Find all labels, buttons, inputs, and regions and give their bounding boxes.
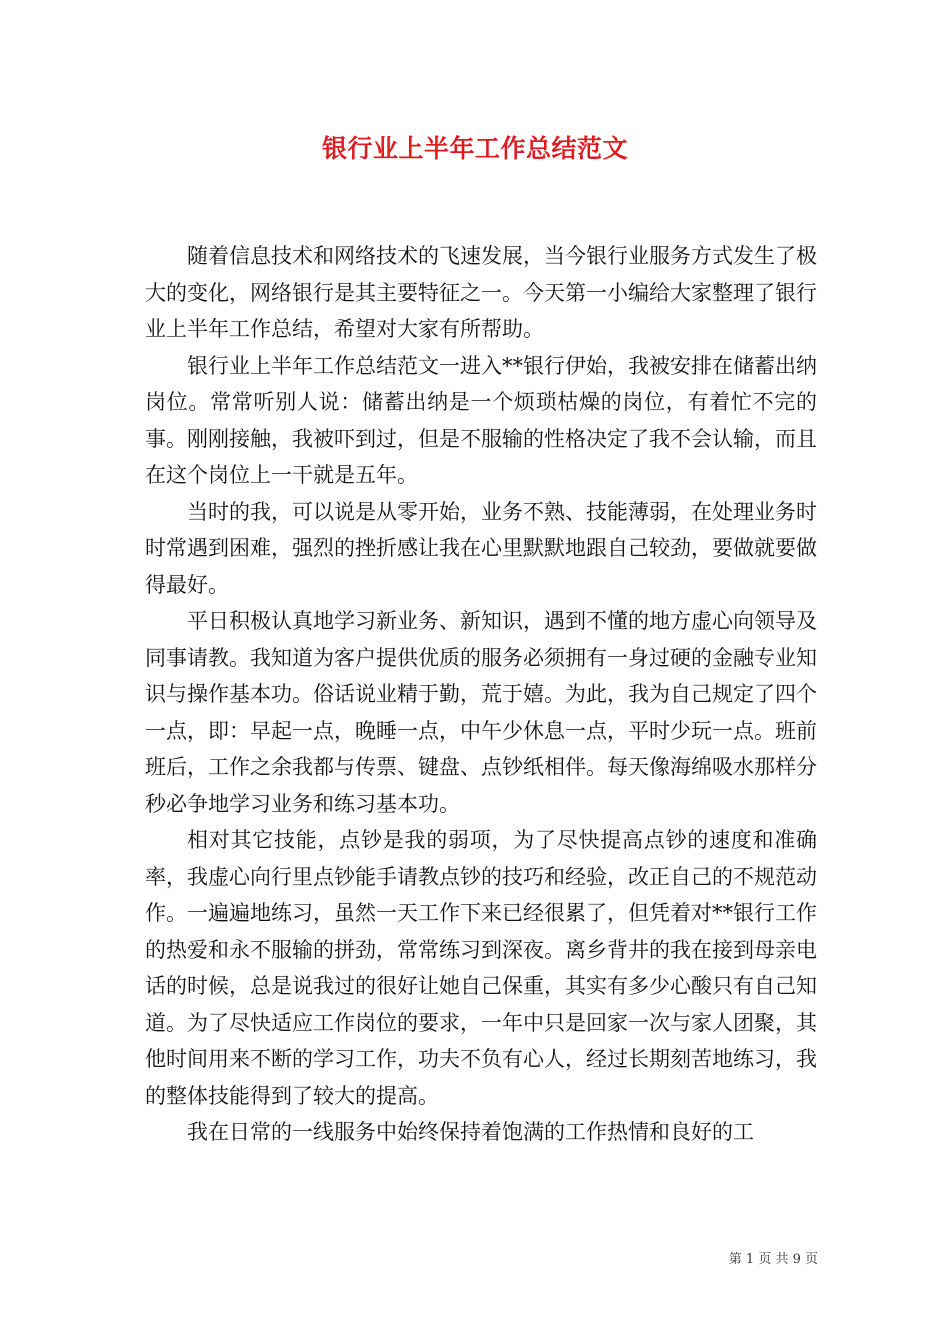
- paragraph: 银行业上半年工作总结范文一进入**银行伊始，我被安排在储蓄出纳岗位。常常听别人说：储蓄出纳是一个烦琐枯燥的岗位，有着忙不完的事。刚刚接触，我被吓到过，但是不服输的性格决定了我不会认输，而且在这个岗位上一干就是五年。: [145, 353, 817, 487]
- page-number-footer: 第 1 页 共 9 页: [728, 1252, 818, 1267]
- paragraph: 相对其它技能，点钞是我的弱项，为了尽快提高点钞的速度和准确率，我虚心向行里点钞能手请教点钞的技巧和经验，改正自己的不规范动作。一遍遍地练习，虽然一天工作下来已经很累了，但凭着对**银行工作的热爱和永不服输的拼劲，常常练习到深夜。离乡背井的我在接到母亲电话的时候，总是说我过的很好让她自己保重，其实有多少心酸只有自己知道。为了尽快适应工作岗位的要求，一年中只是回家一次与家人团聚，其他时间用来不断的学习工作，功夫不负有心人，经过长期刻苦地练习，我的整体技能得到了较大的提高。: [145, 828, 817, 1108]
- paragraph: 我在日常的一线服务中始终保持着饱满的工作热情和良好的工: [187, 1120, 754, 1144]
- document-body: [145, 238, 817, 1151]
- paragraph: 当时的我，可以说是从零开始，业务不熟、技能薄弱，在处理业务时时常遇到困难，强烈的挫折感让我在心里默默地跟自己较劲，要做就要做得最好。: [145, 499, 817, 597]
- paragraph: 随着信息技术和网络技术的飞速发展，当今银行业服务方式发生了极大的变化，网络银行是其主要特征之一。今天第一小编给大家整理了银行业上半年工作总结，希望对大家有所帮助。: [145, 244, 817, 341]
- page-title: 银行业上半年工作总结范文: [321, 134, 628, 163]
- paragraph: 平日积极认真地学习新业务、新知识，遇到不懂的地方虚心向领导及同事请教。我知道为客户提供优质的服务必须拥有一身过硬的金融专业知识与操作基本功。俗话说业精于勤，荒于嬉。为此，我为自己规定了四个一点，即：早起一点，晚睡一点，中午少休息一点，平时少玩一点。班前班后，工作之余我都与传票、键盘、点钞纸相伴。每天像海绵吸水那样分秒必争地学习业务和练习基本功。: [145, 609, 817, 816]
